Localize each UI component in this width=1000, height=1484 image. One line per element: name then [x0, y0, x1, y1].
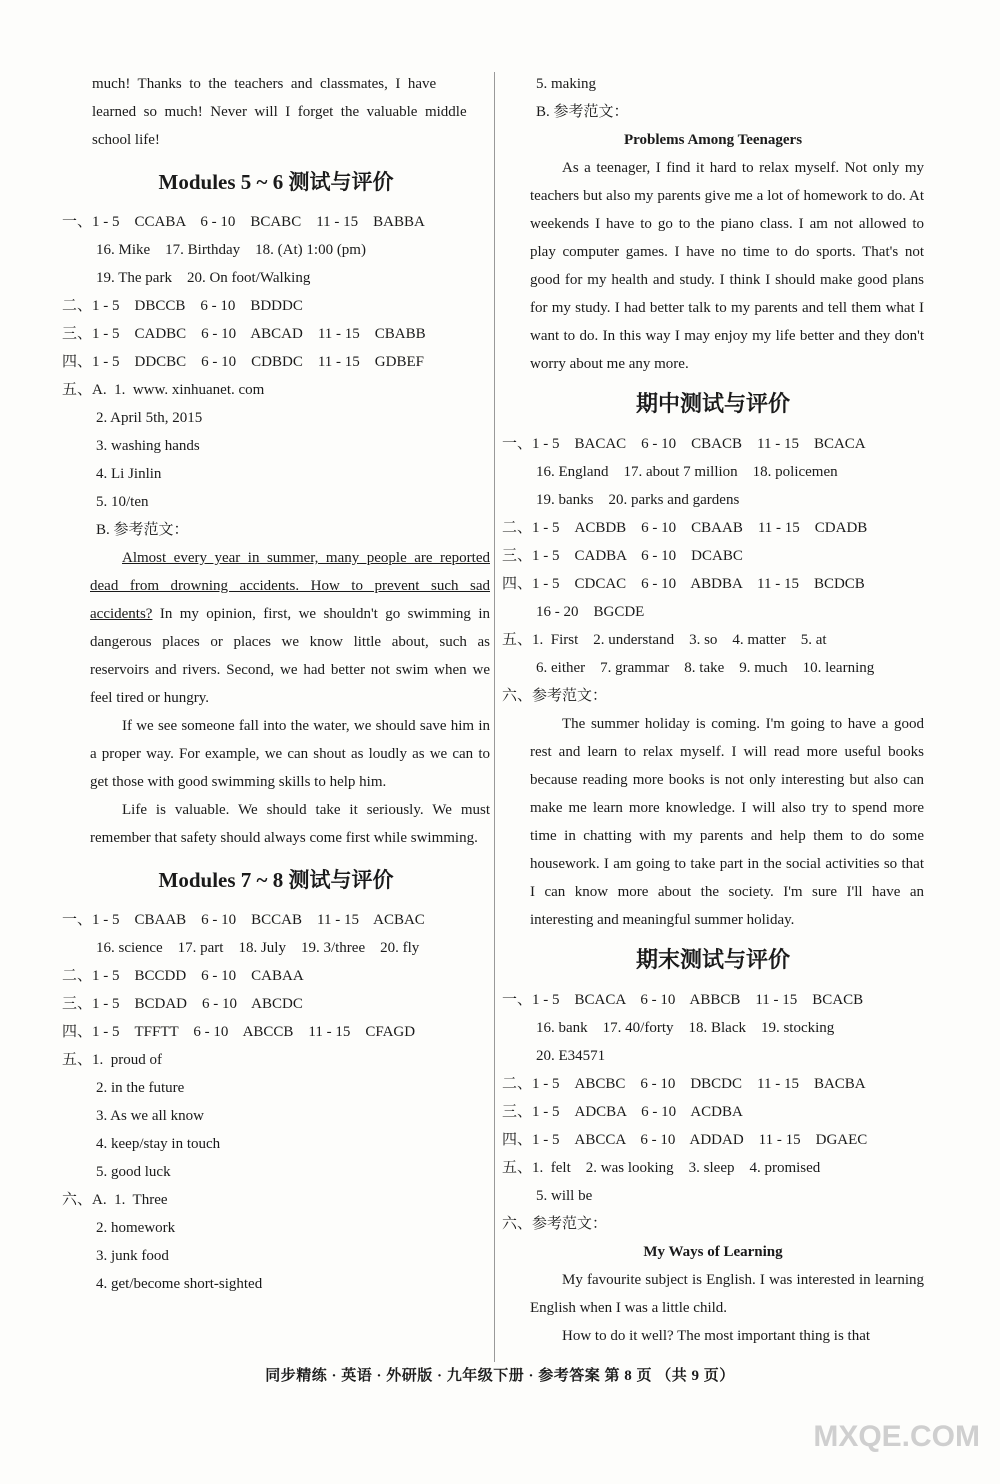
answer-line: B. 参考范文： — [96, 522, 189, 538]
answer-line: 6. either 7. grammar 8. take 9. much 10. learning — [536, 660, 875, 676]
intro-paragraph — [62, 70, 490, 154]
answer-line: 16. science 17. part 18. July 19. 3/three 20. fly — [96, 940, 420, 956]
text-line: school life! — [92, 132, 160, 148]
answer-line: 四、1 - 5 DDCBC 6 - 10 CDBDC 11 - 15 GDBEF — [62, 354, 424, 370]
answer-line: 16. England 17. about 7 million 18. policemen — [536, 464, 838, 480]
answer-line: 一、1 - 5 BCACA 6 - 10 ABBCB 11 - 15 BCACB — [502, 992, 864, 1008]
answer-line: 四、1 - 5 TFFTT 6 - 10 ABCCB 11 - 15 CFAGD — [62, 1024, 416, 1040]
answer-line: 一、1 - 5 BACAC 6 - 10 CBACB 11 - 15 BCACA — [502, 436, 866, 452]
section-heading: 期末测试与评价 — [635, 947, 790, 972]
essay-3 — [502, 710, 924, 934]
answer-line: 2. homework — [96, 1220, 176, 1236]
essay-2 — [502, 154, 924, 378]
answer-line: 二、1 - 5 BCCDD 6 - 10 CABAA — [62, 968, 304, 984]
section-heading: Modules 7 ~ 8 测试与评价 — [158, 868, 394, 892]
left-column — [62, 70, 490, 1298]
answer-line: 五、A. 1. www. xinhuanet. com — [62, 382, 265, 398]
answer-line: 5. will be — [536, 1188, 593, 1204]
essay-paragraph: As a teenager, I find it hard to relax myself. Not only my teachers but also my parents give me a lot of homework to do. At weekends I have to go to the piano class. I am not allowed to play computer games. I have no time to do sports. That's not good for my health and study. I think I should make good plans for my study. I had better talk to my parents and tell them what I want to do. In this way I may enjoy my life better and they don't worry about me any more. — [530, 160, 924, 372]
essay-paragraph — [90, 544, 490, 712]
answer-line: 5. making — [536, 76, 596, 92]
answer-line: 二、1 - 5 DBCCB 6 - 10 BDDDC — [62, 298, 303, 314]
essay-title: Problems Among Teenagers — [623, 132, 803, 148]
answer-line: 三、1 - 5 ADCBA 6 - 10 ACDBA — [502, 1104, 743, 1120]
answer-line: 二、1 - 5 ABCBC 6 - 10 DBCDC 11 - 15 BACBA — [502, 1076, 866, 1092]
answer-line: 三、1 - 5 CADBA 6 - 10 DCABC — [502, 548, 743, 564]
answer-line: 16. Mike 17. Birthday 18. (At) 1:00 (pm) — [96, 242, 366, 258]
answer-line: 三、1 - 5 CADBC 6 - 10 ABCAD 11 - 15 CBABB — [62, 326, 426, 342]
answer-line: 3. washing hands — [96, 438, 200, 454]
answer-line: 2. in the future — [96, 1080, 185, 1096]
answer-line: 16 - 20 BGCDE — [536, 604, 645, 620]
answer-block — [62, 208, 490, 544]
section-heading: 期中测试与评价 — [635, 391, 790, 416]
answer-line: 五、1. First 2. understand 3. so 4. matter 5. at — [502, 632, 827, 648]
essay-1 — [62, 544, 490, 852]
page-footer: 同步精练 · 英语 · 外研版 · 九年级下册 · 参考答案 第 8 页 （共 9 页） — [265, 1368, 735, 1384]
answer-line: 六、参考范文： — [502, 1216, 608, 1232]
answer-line: B. 参考范文： — [536, 104, 629, 120]
answer-block — [502, 430, 924, 710]
answer-line: 20. E34571 — [536, 1048, 606, 1064]
essay-title: My Ways of Learning — [643, 1244, 783, 1260]
answer-line: 一、1 - 5 CCABA 6 - 10 BCABC 11 - 15 BABBA — [62, 214, 425, 230]
column-divider — [494, 72, 495, 1362]
answer-line: 四、1 - 5 CDCAC 6 - 10 ABDBA 11 - 15 BCDCB — [502, 576, 865, 592]
text-line: much! Thanks to the teachers and classmates, I have — [92, 76, 437, 92]
essay-paragraph: How to do it well? The most important thing is that — [562, 1328, 871, 1344]
answer-line: 5. 10/ten — [96, 494, 149, 510]
essay-4 — [502, 1266, 924, 1350]
answer-line: 16. bank 17. 40/forty 18. Black 19. stocking — [536, 1020, 835, 1036]
answer-line: 2. April 5th, 2015 — [96, 410, 203, 426]
answer-line: 五、1. felt 2. was looking 3. sleep 4. promised — [502, 1160, 821, 1176]
answer-line: 3. As we all know — [96, 1108, 204, 1124]
answer-line: 六、A. 1. Three — [62, 1192, 168, 1208]
answer-line: 二、1 - 5 ACBDB 6 - 10 CBAAB 11 - 15 CDADB — [502, 520, 868, 536]
essay-text: In my opinion, first, we shouldn't go swimming in dangerous places or places we know little about, such as reservoirs and rivers. Second, we had better not swim when we feel tired or hungry. — [90, 606, 490, 706]
answer-line: 六、参考范文： — [502, 688, 608, 704]
underlined-text: Almost every year in summer, many people are reported dead from drowning accidents. How to prevent such sad accidents? — [90, 550, 490, 622]
essay-paragraph: If we see someone fall into the water, we should save him in a proper way. For example, we can shout as loudly as we can to get those with good swimming skills to help him. — [90, 718, 490, 790]
answer-block — [502, 986, 924, 1238]
answer-line: 三、1 - 5 BCDAD 6 - 10 ABCDC — [62, 996, 303, 1012]
essay-paragraph: My favourite subject is English. I was interested in learning English when I was a little child. — [530, 1272, 924, 1316]
answer-line: 5. good luck — [96, 1164, 171, 1180]
essay-paragraph: The summer holiday is coming. I'm going to have a good rest and learn to relax myself. I will read more useful books because reading more books is not only interesting but also can make me learn more knowledge. I will also try to spend more time in chatting with my parents and help them to do some housework. I am going to take part in the social activities so that I can know more about the society. I'm sure I'll have an interesting and meaningful summer holiday. — [530, 716, 924, 928]
answer-line: 3. junk food — [96, 1248, 169, 1264]
text-line: learned so much! Never will I forget the valuable middle — [92, 104, 467, 120]
answer-line: 4. keep/stay in touch — [96, 1136, 221, 1152]
answer-line: 4. get/become short-sighted — [96, 1276, 263, 1292]
answer-line: 一、1 - 5 CBAAB 6 - 10 BCCAB 11 - 15 ACBAC — [62, 912, 425, 928]
answer-line: 4. Li Jinlin — [96, 466, 162, 482]
answer-block — [62, 906, 490, 1298]
answer-line: 四、1 - 5 ABCCA 6 - 10 ADDAD 11 - 15 DGAEC — [502, 1132, 868, 1148]
watermark-logo: MXQE.COM — [813, 1420, 980, 1453]
essay-paragraph: Life is valuable. We should take it seriously. We must remember that safety should always come first while swimming. — [90, 802, 490, 846]
answer-line: 五、1. proud of — [62, 1052, 162, 1068]
right-column — [502, 70, 924, 1350]
section-heading: Modules 5 ~ 6 测试与评价 — [158, 170, 394, 194]
answer-line: 19. banks 20. parks and gardens — [536, 492, 740, 508]
answer-line: 19. The park 20. On foot/Walking — [96, 270, 311, 286]
